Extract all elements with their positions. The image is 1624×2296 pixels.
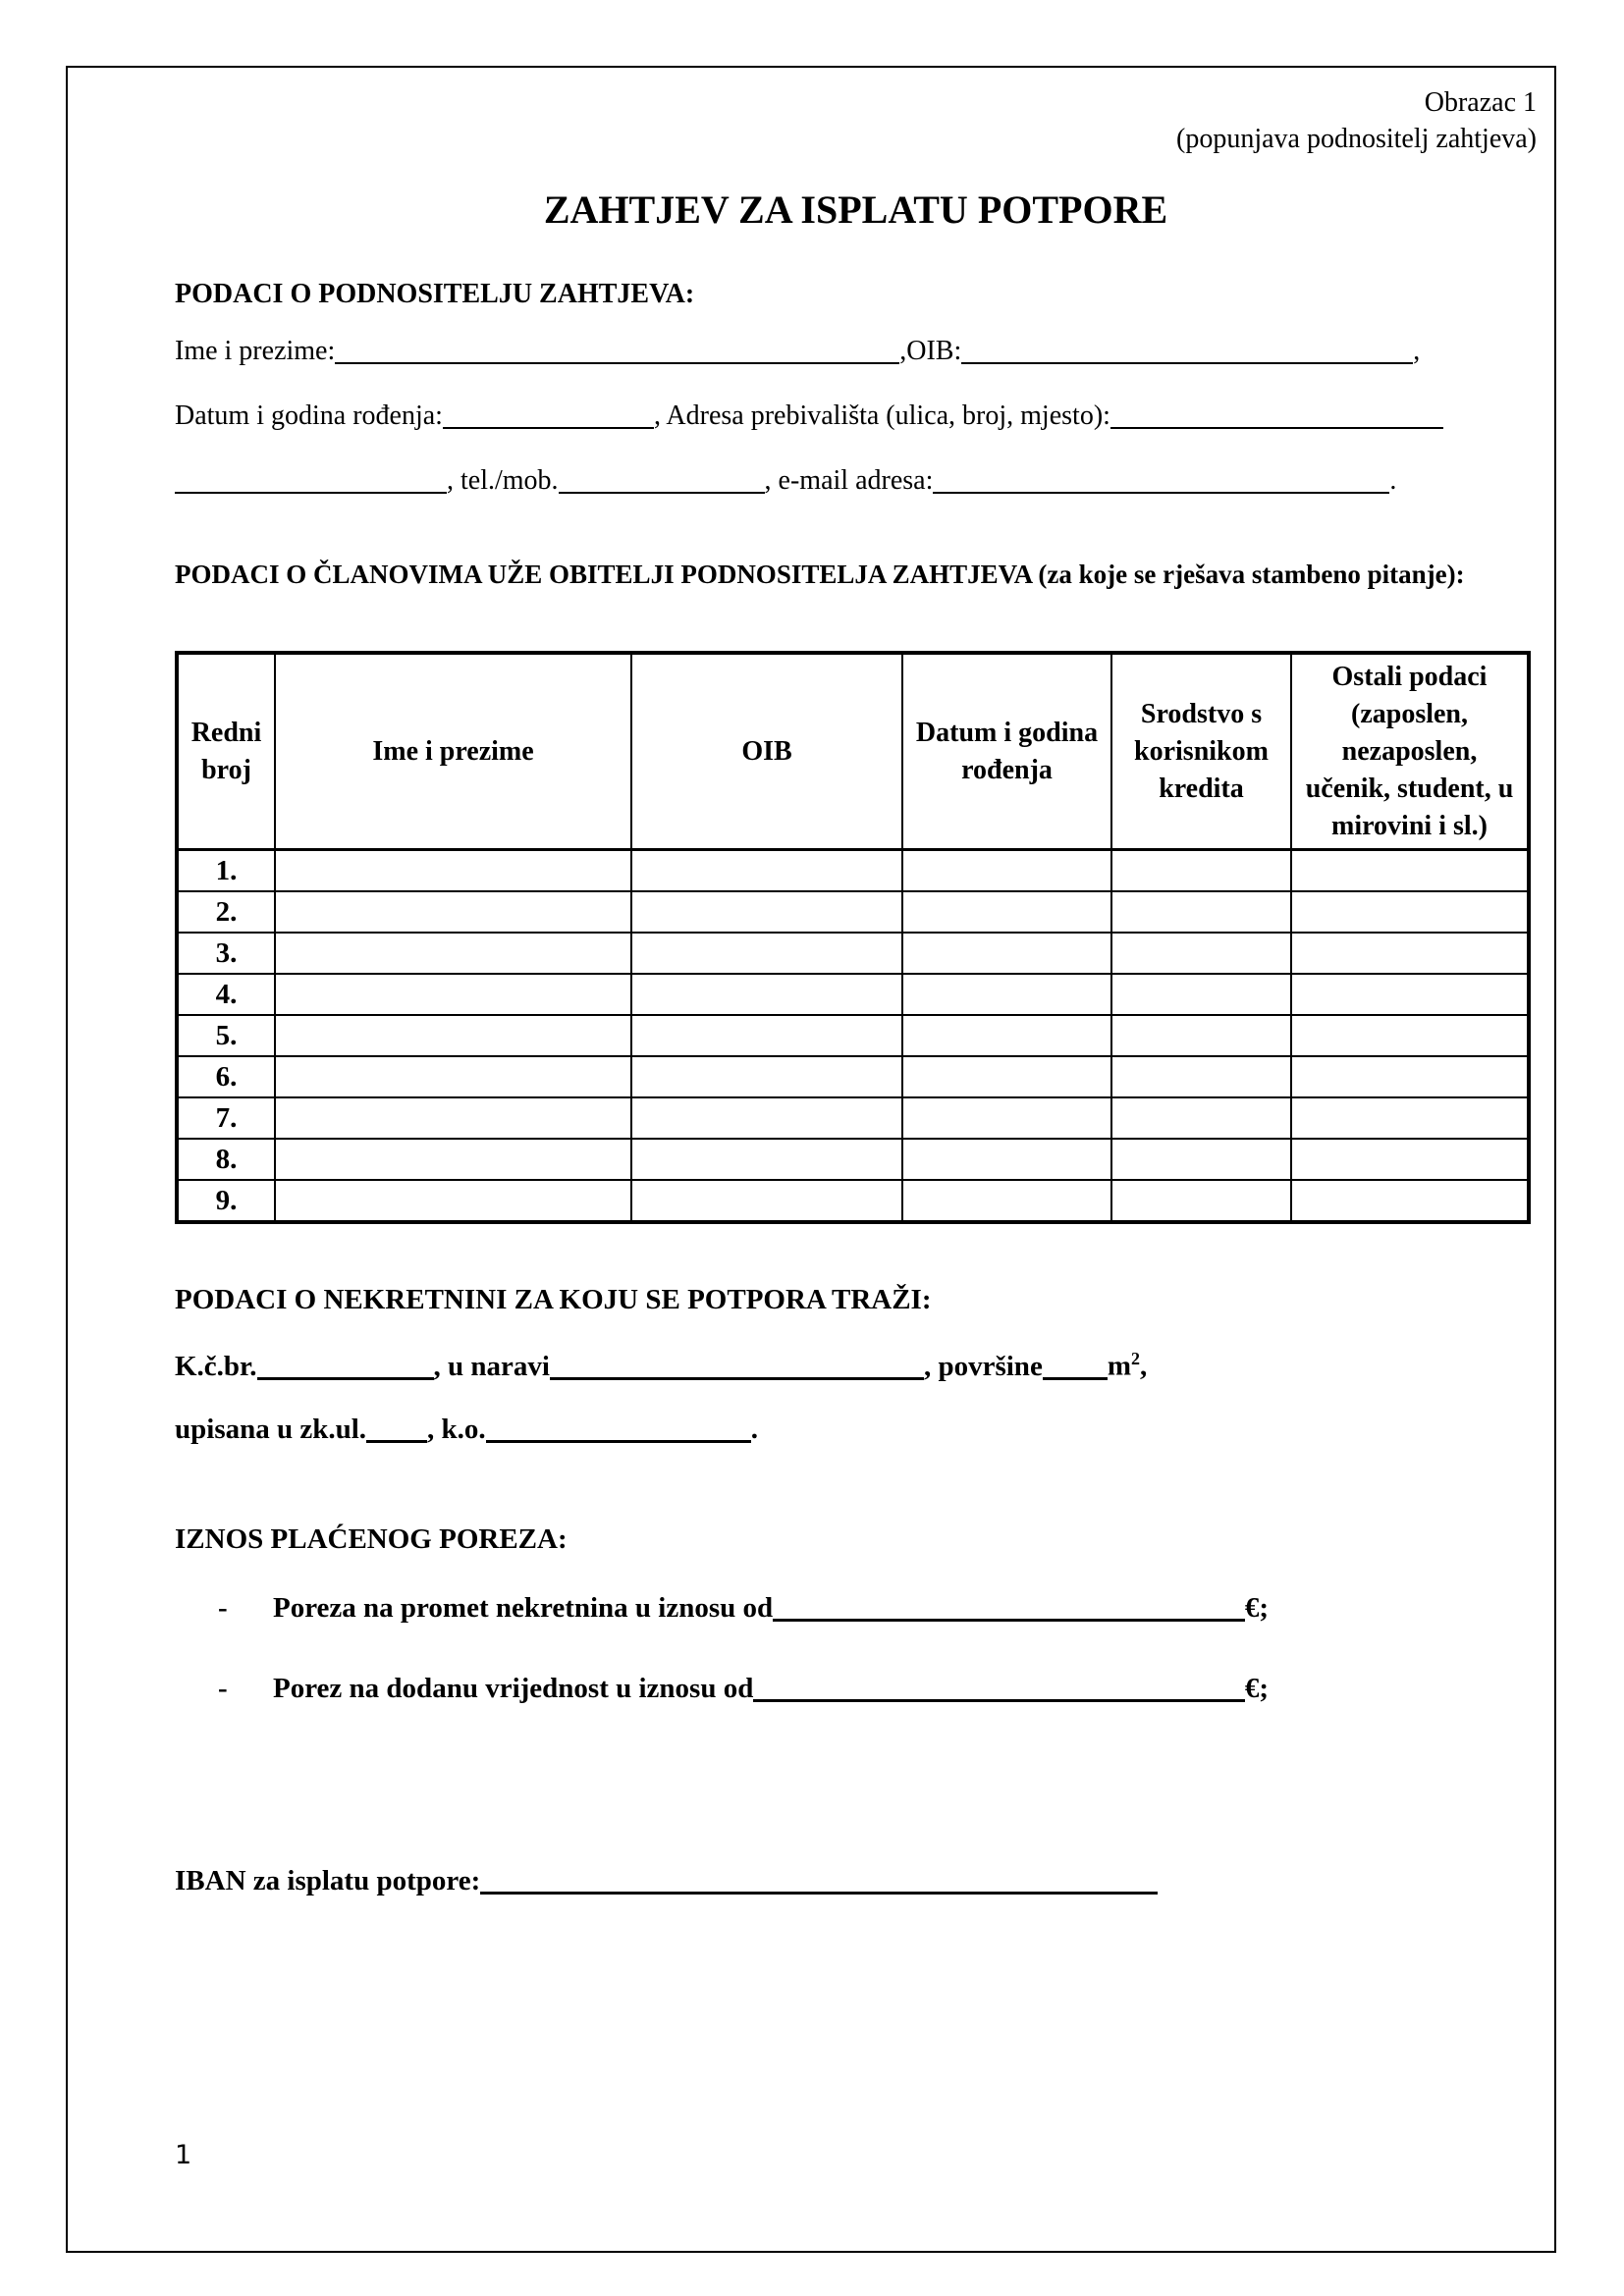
empty-cell	[275, 1139, 631, 1180]
tax-transfer-blank-line	[773, 1619, 1245, 1622]
email-label: , e-mail adresa:	[764, 465, 934, 496]
square-meters-label: $m^2$,	[1107, 1349, 1148, 1382]
tax-item-vat	[218, 1673, 1269, 1705]
tax-vat-suffix: €;	[1244, 1673, 1269, 1704]
iban-label: IBAN za isplatu potpore:	[175, 1865, 481, 1896]
empty-cell	[631, 1097, 902, 1139]
applicant-contact-line	[175, 465, 1537, 497]
property-section-heading: PODACI O NEKRETNINI ZA KOJU SE POTPORA TRAŽI:	[175, 1284, 932, 1315]
dash-bullet: -	[218, 1673, 228, 1704]
tax-vat-label: Porez na dodanu vrijednost u iznosu od	[273, 1673, 754, 1704]
tax-item-transfer	[218, 1592, 1269, 1625]
row-number-cell: 5.	[177, 1015, 275, 1056]
col-header-ime-i-prezime: Ime i prezime	[275, 653, 631, 850]
table-row	[177, 933, 1529, 974]
empty-cell	[631, 1056, 902, 1097]
table-row	[177, 1180, 1529, 1222]
col-header-oib: OIB	[631, 653, 902, 850]
page-number: 1	[175, 2140, 192, 2170]
empty-cell	[1291, 1180, 1529, 1222]
empty-cell	[902, 974, 1111, 1015]
empty-cell	[1291, 891, 1529, 933]
dob-blank-line	[443, 427, 654, 429]
empty-cell	[902, 1056, 1111, 1097]
col-header-redni-broj: Redni broj	[177, 653, 275, 850]
empty-cell	[275, 933, 631, 974]
empty-cell	[1111, 891, 1291, 933]
iban-line	[175, 1865, 1537, 1897]
corner-note-line1: Obrazac 1	[1424, 87, 1537, 118]
tax-transfer-label: Poreza na promet nekretnina u iznosu od	[273, 1592, 774, 1624]
unaravi-blank-line	[550, 1377, 924, 1380]
empty-cell	[902, 891, 1111, 933]
empty-cell	[1111, 1139, 1291, 1180]
corner-note-line2: (popunjava podnositelj zahtjeva)	[1176, 124, 1537, 154]
row-number-cell: 6.	[177, 1056, 275, 1097]
empty-cell	[902, 850, 1111, 892]
empty-cell	[1291, 933, 1529, 974]
empty-cell	[902, 1097, 1111, 1139]
unaravi-label: , u naravi	[433, 1350, 550, 1382]
iban-blank-line	[480, 1892, 1158, 1895]
tax-transfer-suffix: €;	[1244, 1592, 1269, 1624]
empty-cell	[631, 891, 902, 933]
empty-cell	[1291, 850, 1529, 892]
row-number-cell: 3.	[177, 933, 275, 974]
empty-cell	[1111, 1015, 1291, 1056]
line3-trailing-period: .	[1389, 465, 1397, 496]
col-header-ostali-podaci: Ostali podaci (zaposlen, nezaposlen, učenik, student, u mirovini i sl.)	[1291, 653, 1529, 850]
empty-cell	[631, 974, 902, 1015]
kcbr-label: K.č.br.	[175, 1350, 257, 1382]
empty-cell	[275, 891, 631, 933]
empty-cell	[1291, 1056, 1529, 1097]
empty-cell	[1291, 1097, 1529, 1139]
applicant-name-oib-line	[175, 336, 1537, 367]
family-table-header	[177, 653, 1529, 850]
col-header-srodstvo: Srodstvo s korisnikom kredita	[1111, 653, 1291, 850]
empty-cell	[631, 1015, 902, 1056]
empty-cell	[275, 974, 631, 1015]
empty-cell	[631, 850, 902, 892]
form-corner-note	[175, 84, 1537, 157]
line2-trailing-period: .	[750, 1414, 758, 1445]
empty-cell	[902, 1139, 1111, 1180]
table-row	[177, 850, 1529, 892]
empty-cell	[1111, 850, 1291, 892]
dash-bullet: -	[218, 1592, 228, 1624]
empty-cell	[1291, 1015, 1529, 1056]
email-blank-line	[933, 492, 1389, 494]
empty-cell	[1111, 1097, 1291, 1139]
empty-cell	[631, 933, 902, 974]
empty-cell	[631, 1139, 902, 1180]
applicant-dob-address-line	[175, 400, 1537, 432]
oib-label: ,OIB:	[899, 336, 962, 366]
empty-cell	[275, 1015, 631, 1056]
empty-cell	[631, 1180, 902, 1222]
name-blank-line	[335, 362, 899, 364]
tax-section-heading: IZNOS PLAĆENOG POREZA:	[175, 1523, 568, 1555]
zkul-blank-line	[366, 1440, 427, 1443]
empty-cell	[275, 850, 631, 892]
table-row	[177, 1056, 1529, 1097]
property-parcel-line	[175, 1349, 1537, 1383]
tel-blank-line	[559, 492, 765, 494]
dob-label: Datum i godina rođenja:	[175, 400, 443, 431]
empty-cell	[275, 1097, 631, 1139]
name-label: Ime i prezime:	[175, 336, 336, 366]
empty-cell	[1111, 933, 1291, 974]
row-number-cell: 1.	[177, 850, 275, 892]
address-continued-blank-line	[175, 492, 447, 494]
empty-cell	[275, 1056, 631, 1097]
empty-cell	[902, 1180, 1111, 1222]
ko-label: , k.o.	[427, 1414, 486, 1445]
family-section-heading: PODACI O ČLANOVIMA UŽE OBITELJI PODNOSITELJA ZAHTJEVA (za koje se rješava stambeno pitanje):	[175, 560, 1465, 589]
row-number-cell: 7.	[177, 1097, 275, 1139]
address-blank-line	[1110, 427, 1443, 429]
col-header-datum-rodjenja: Datum i godina rođenja	[902, 653, 1111, 850]
empty-cell	[1111, 1056, 1291, 1097]
table-row	[177, 1139, 1529, 1180]
applicant-section-heading: PODACI O PODNOSITELJU ZAHTJEVA:	[175, 279, 695, 309]
zkul-label: upisana u zk.ul.	[175, 1414, 367, 1445]
table-row	[177, 974, 1529, 1015]
address-label: , Adresa prebivališta (ulica, broj, mjesto):	[653, 400, 1110, 431]
tel-label: , tel./mob.	[447, 465, 559, 496]
povrsine-blank-line	[1043, 1377, 1108, 1380]
superscript-2: 2	[1130, 1349, 1140, 1368]
empty-cell	[1291, 1139, 1529, 1180]
table-row	[177, 1015, 1529, 1056]
oib-blank-line	[961, 362, 1413, 364]
family-members-table	[175, 651, 1531, 1224]
empty-cell	[902, 1015, 1111, 1056]
form-title: ZAHTJEV ZA ISPLATU POTPORE	[543, 187, 1168, 232]
tax-vat-blank-line	[753, 1699, 1244, 1702]
empty-cell	[1291, 974, 1529, 1015]
empty-cell	[902, 933, 1111, 974]
line1-trailing-comma: ,	[1413, 336, 1421, 366]
table-row	[177, 891, 1529, 933]
row-number-cell: 8.	[177, 1139, 275, 1180]
row-number-cell: 9.	[177, 1180, 275, 1222]
row-number-cell: 4.	[177, 974, 275, 1015]
table-row	[177, 1097, 1529, 1139]
ko-blank-line	[486, 1440, 751, 1443]
property-registry-line	[175, 1414, 1537, 1446]
empty-cell	[1111, 974, 1291, 1015]
kcbr-blank-line	[257, 1377, 434, 1380]
empty-cell	[1111, 1180, 1291, 1222]
povrsine-label: , površine	[923, 1350, 1043, 1382]
empty-cell	[275, 1180, 631, 1222]
row-number-cell: 2.	[177, 891, 275, 933]
